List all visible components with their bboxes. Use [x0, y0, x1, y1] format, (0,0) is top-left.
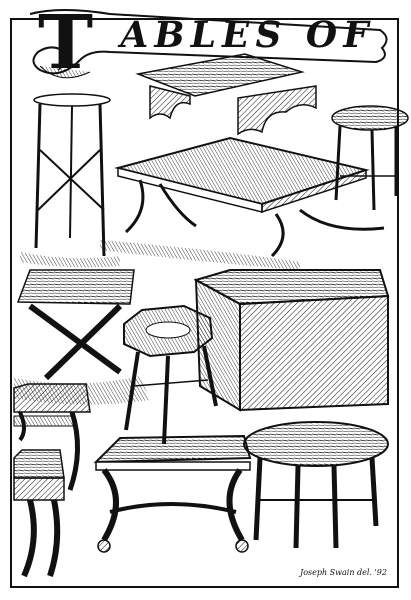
round-side-table-icon — [332, 106, 408, 210]
coffee-table-icon — [100, 138, 384, 270]
trestle-table-icon — [138, 54, 316, 134]
carved-table-icon — [14, 450, 64, 576]
page-title: ABLES OF — [116, 14, 379, 56]
artist-signature: Joseph Swain del. '92 — [300, 568, 387, 577]
title-initial: T — [38, 0, 94, 86]
gateleg-table-icon — [244, 422, 388, 548]
box-table-icon — [196, 270, 388, 410]
ornate-table-icon — [96, 436, 250, 552]
